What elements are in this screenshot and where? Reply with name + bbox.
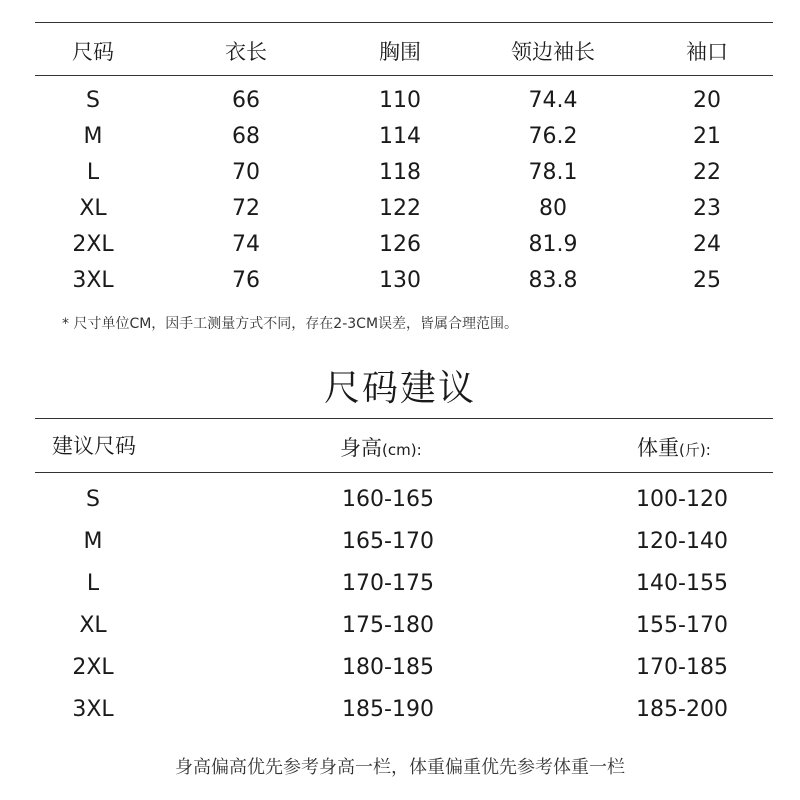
recommend-table-top-rule bbox=[35, 418, 773, 419]
table-cell: 70 bbox=[232, 160, 260, 185]
size-table-header-cell: 衣长 bbox=[225, 40, 267, 64]
table-cell: 74.4 bbox=[528, 88, 578, 113]
table-cell: 120-140 bbox=[636, 529, 728, 554]
table-cell: 78.1 bbox=[528, 160, 578, 185]
table-cell: 114 bbox=[379, 124, 421, 149]
table-cell: L bbox=[86, 571, 100, 596]
table-cell: 2XL bbox=[72, 232, 114, 257]
table-cell: 22 bbox=[693, 160, 721, 185]
size-table-header-cell: 胸围 bbox=[379, 40, 421, 64]
table-cell: 24 bbox=[693, 232, 721, 257]
table-cell: M bbox=[83, 124, 103, 149]
table-cell: 83.8 bbox=[528, 268, 578, 293]
footer-note: 身高偏高优先参考身高一栏，体重偏重优先参考体重一栏 bbox=[175, 757, 625, 778]
table-cell: 68 bbox=[232, 124, 260, 149]
table-cell: 80 bbox=[539, 196, 567, 221]
table-cell: 21 bbox=[693, 124, 721, 149]
table-cell: 110 bbox=[379, 88, 421, 113]
table-cell: 25 bbox=[693, 268, 721, 293]
table-cell: L bbox=[86, 160, 100, 185]
table-cell: XL bbox=[79, 196, 107, 221]
table-cell: 72 bbox=[232, 196, 260, 221]
table-cell: 76 bbox=[232, 268, 260, 293]
table-cell: 140-155 bbox=[636, 571, 728, 596]
table-cell: 170-175 bbox=[342, 571, 434, 596]
size-table-header-rule bbox=[35, 75, 773, 76]
recommend-header-size: 建议尺码 bbox=[52, 434, 136, 458]
table-cell: S bbox=[86, 487, 100, 512]
table-cell: M bbox=[83, 529, 103, 554]
recommend-header-weight bbox=[637, 432, 711, 462]
size-table-header-cell: 尺码 bbox=[72, 40, 114, 64]
table-cell: 130 bbox=[379, 268, 421, 293]
table-cell: 175-180 bbox=[342, 613, 434, 638]
table-cell: 100-120 bbox=[636, 487, 728, 512]
table-cell: 155-170 bbox=[636, 613, 728, 638]
table-cell: 185-190 bbox=[342, 697, 434, 722]
size-table-top-rule bbox=[35, 22, 773, 23]
height-colon: : bbox=[416, 441, 422, 459]
table-cell: 118 bbox=[379, 160, 421, 185]
size-table-header-cell: 领边袖长 bbox=[511, 40, 595, 64]
table-cell: 66 bbox=[232, 88, 260, 113]
table-cell: XL bbox=[79, 613, 107, 638]
recommend-title: 尺码建议 bbox=[323, 368, 477, 409]
table-cell: 3XL bbox=[72, 268, 114, 293]
table-cell: 81.9 bbox=[528, 232, 578, 257]
table-cell: 20 bbox=[693, 88, 721, 113]
table-cell: 76.2 bbox=[528, 124, 578, 149]
measurement-note: * 尺寸单位CM，因手工测量方式不同，存在2-3CM误差，皆属合理范围。 bbox=[62, 316, 519, 332]
height-unit: (cm) bbox=[382, 441, 417, 459]
table-cell: 170-185 bbox=[636, 655, 728, 680]
table-cell: 180-185 bbox=[342, 655, 434, 680]
table-cell: 74 bbox=[232, 232, 260, 257]
table-cell: 165-170 bbox=[342, 529, 434, 554]
table-cell: 2XL bbox=[72, 655, 114, 680]
table-cell: 160-165 bbox=[342, 487, 434, 512]
recommend-header-height bbox=[340, 432, 422, 462]
table-cell: 23 bbox=[693, 196, 721, 221]
table-cell: S bbox=[86, 88, 100, 113]
height-label: 身高 bbox=[340, 436, 382, 460]
recommend-table-header-rule bbox=[35, 472, 773, 473]
weight-unit: (斤) bbox=[679, 441, 706, 459]
size-table-header-cell: 袖口 bbox=[686, 40, 728, 64]
weight-colon: : bbox=[705, 441, 711, 459]
table-cell: 122 bbox=[379, 196, 421, 221]
table-cell: 3XL bbox=[72, 697, 114, 722]
table-cell: 185-200 bbox=[636, 697, 728, 722]
table-cell: 126 bbox=[379, 232, 421, 257]
weight-label: 体重 bbox=[637, 436, 679, 460]
